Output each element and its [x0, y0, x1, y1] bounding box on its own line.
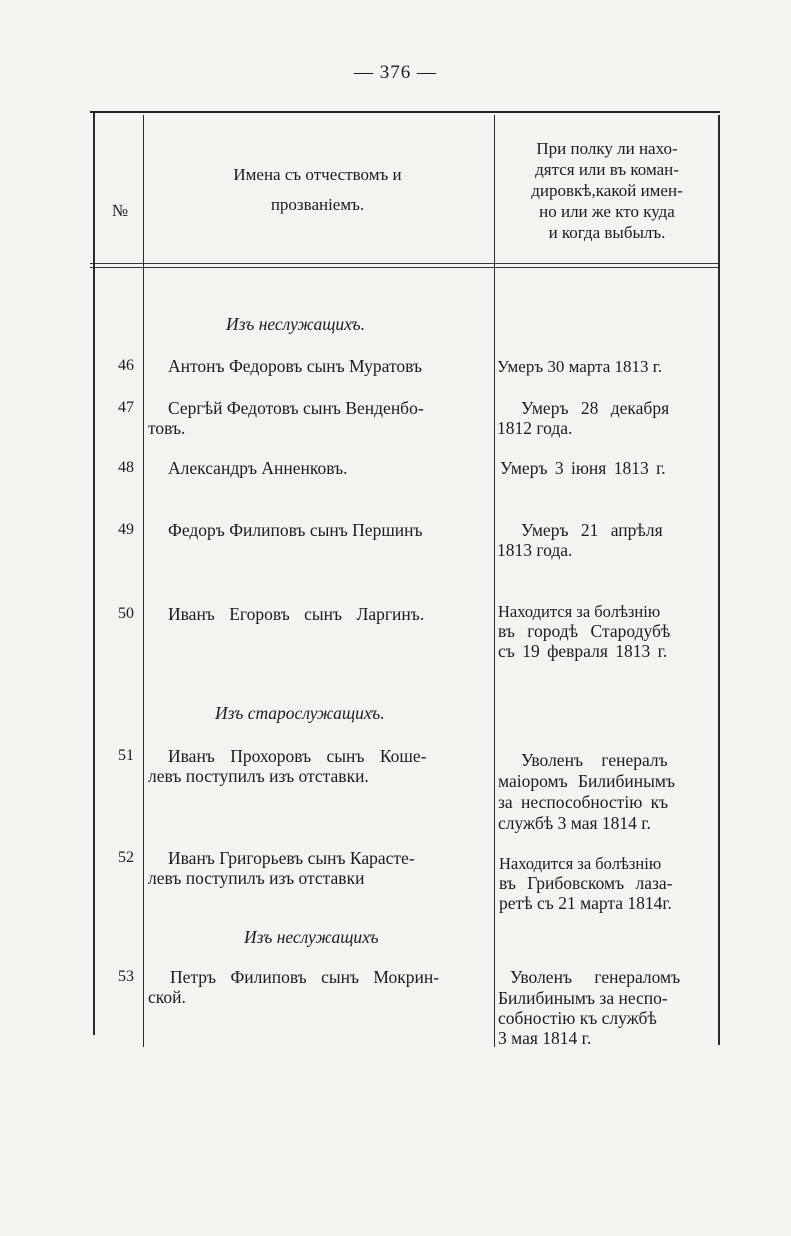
row-status-cont: 3 мая 1814 г. [498, 1028, 592, 1048]
row-name-cont: товъ. [148, 418, 186, 438]
row-name: Иванъ Григорьевъ сынъ Карасте- [168, 848, 415, 868]
row-status-cont: въ Грибовскомъ лаза- [499, 873, 673, 893]
left-border-line [93, 113, 95, 1035]
row-status: Умеръ 30 марта 1813 г. [497, 357, 663, 376]
row-name: Петръ Филиповъ сынъ Мокрин- [170, 967, 440, 987]
row-name-cont: левъ поступилъ изъ отставки [148, 868, 365, 888]
column-divider-2 [494, 115, 495, 1047]
row-status-cont: Билибинымъ за неспо- [498, 988, 668, 1008]
row-number: 51 [118, 747, 134, 764]
header-status-line4: но или же кто куда [539, 202, 675, 221]
section-heading: Изъ неслужащихъ. [226, 314, 365, 334]
row-number: 47 [118, 399, 134, 416]
row-number: 48 [118, 459, 134, 476]
row-name: Антонъ Федоровъ сынъ Муратовъ [168, 356, 423, 376]
header-names-line1: Имена съ отчествомъ и [233, 165, 402, 184]
row-status-cont: съ 19 февраля 1813 г. [498, 641, 668, 661]
row-status: Умеръ 3 іюня 1813 г. [500, 458, 666, 478]
header-status-line5: и когда выбылъ. [548, 223, 666, 242]
section-heading: Изъ старослужащихъ. [215, 703, 385, 723]
row-name-cont: ской. [148, 987, 186, 1007]
row-status: Умеръ 28 декабря [521, 398, 670, 418]
row-status-cont: маіоромъ Билибинымъ [498, 771, 676, 791]
header-names [145, 164, 490, 215]
row-name: Иванъ Егоровъ сынъ Ларгинъ. [168, 604, 425, 624]
row-number: 46 [118, 357, 134, 374]
row-status-cont: собностію къ службѣ [498, 1008, 657, 1028]
row-status: Уволенъ генераломъ [510, 967, 681, 987]
row-name: Александръ Анненковъ. [168, 458, 348, 478]
row-status: Находится за болѣзнію [499, 854, 662, 873]
table-top-rule [90, 111, 720, 113]
row-status-cont: за неспособностію къ [498, 792, 669, 812]
page-number: — 376 — [354, 62, 437, 83]
header-status [498, 138, 716, 243]
row-number: 53 [118, 968, 134, 985]
row-status: Уволенъ генералъ [521, 750, 668, 770]
row-status-cont: въ городѣ Стародубѣ [498, 621, 671, 641]
header-status-line1: При полку ли нахо- [536, 139, 678, 158]
row-status: Умеръ 21 апрѣля [521, 520, 663, 540]
column-divider-1 [143, 115, 144, 1047]
header-status-line3: дировкѣ,какой имен- [531, 181, 683, 200]
right-border-line [718, 115, 720, 1045]
header-names-line2: прозваніемъ. [270, 195, 365, 214]
row-name-cont: левъ поступилъ изъ отставки. [148, 766, 369, 786]
row-name: Иванъ Прохоровъ сынъ Коше- [168, 746, 427, 766]
row-number: 52 [118, 849, 134, 866]
row-status-cont: 1813 года. [497, 540, 573, 560]
row-number: 49 [118, 521, 134, 538]
row-status: Находится за болѣзнію [498, 602, 661, 621]
header-num: № [111, 201, 129, 220]
row-status-cont: 1812 года. [497, 418, 573, 438]
row-name: Сергѣй Федотовъ сынъ Венденбо- [168, 398, 424, 418]
section-heading: Изъ неслужащихъ [244, 927, 379, 947]
row-status-cont: службѣ 3 мая 1814 г. [498, 813, 651, 833]
header-status-line2: дятся или въ коман- [535, 160, 679, 179]
row-name: Федоръ Филиповъ сынъ Першинъ [168, 520, 423, 540]
row-status-cont: ретѣ съ 21 марта 1814г. [499, 893, 672, 913]
header-double-rule [90, 263, 720, 268]
row-number: 50 [118, 605, 134, 622]
